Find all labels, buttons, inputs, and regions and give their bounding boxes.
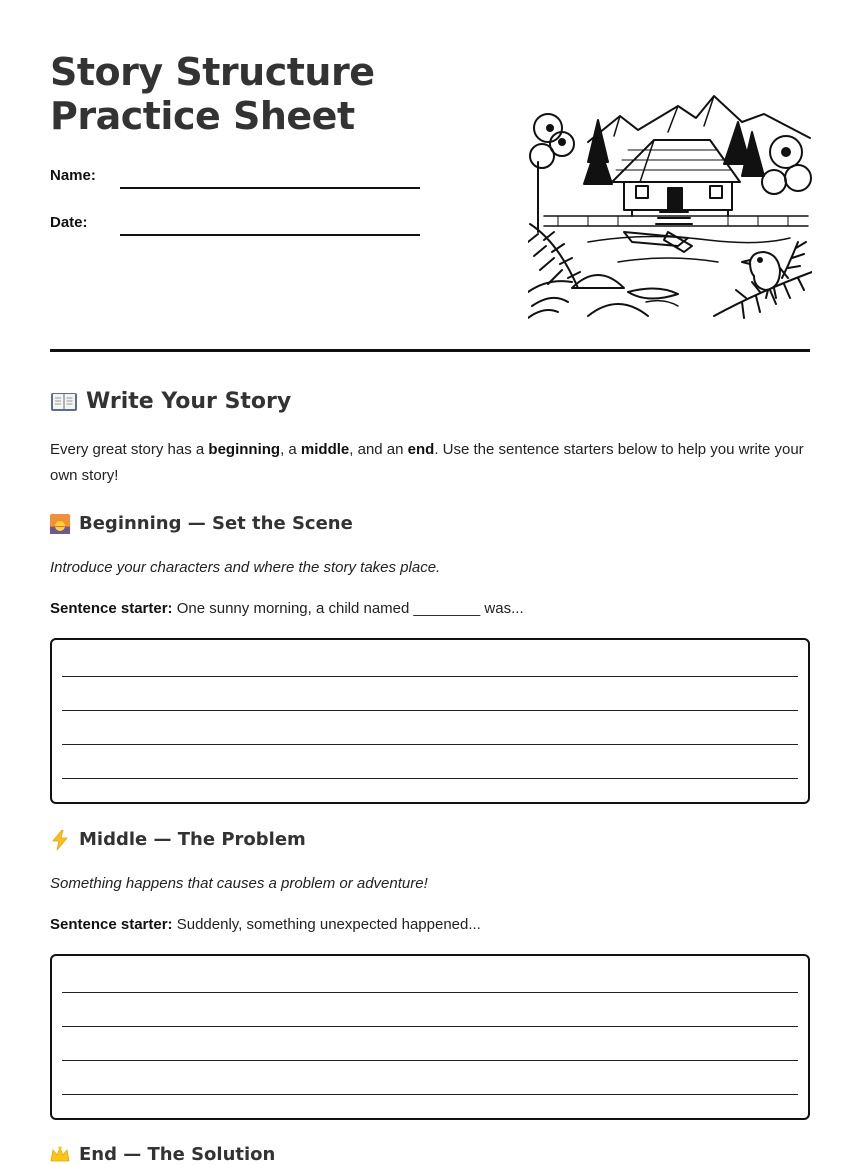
middle-writing-box[interactable]: [50, 954, 810, 1120]
writing-line[interactable]: [62, 1094, 798, 1095]
beginning-title: Beginning — Set the Scene: [79, 513, 353, 534]
lightning-icon: [50, 830, 70, 850]
writing-line[interactable]: [62, 676, 798, 677]
starter-label: Sentence starter:: [50, 600, 173, 617]
crown-icon: [50, 1145, 70, 1165]
beginning-writing-box[interactable]: [50, 638, 810, 804]
sunrise-icon: [50, 514, 70, 534]
middle-starter: [50, 916, 481, 933]
writing-line[interactable]: [62, 744, 798, 745]
write-your-story-heading: [50, 389, 291, 414]
open-book-icon: [50, 391, 78, 413]
writing-line[interactable]: [62, 1026, 798, 1027]
writing-line[interactable]: [62, 992, 798, 993]
intro-text: . Use the sentence starters below to help you write your own story!: [50, 441, 804, 484]
middle-prompt: Something happens that causes a problem or adventure!: [50, 875, 428, 892]
date-line[interactable]: [120, 234, 420, 236]
intro-text: , and an: [349, 441, 408, 458]
end-heading: [50, 1144, 275, 1165]
intro-end: end: [407, 441, 435, 458]
intro-beginning: beginning: [208, 441, 281, 458]
name-line[interactable]: [120, 187, 420, 189]
page-title: Story Structure Practice Sheet: [50, 50, 375, 138]
worksheet-header: [50, 0, 810, 352]
write-your-story-title: Write Your Story: [86, 389, 292, 414]
name-field[interactable]: [50, 161, 420, 189]
starter-label: Sentence starter:: [50, 916, 173, 933]
writing-line[interactable]: [62, 778, 798, 779]
intro-paragraph: [50, 437, 810, 489]
beginning-prompt: Introduce your characters and where the story takes place.: [50, 559, 441, 576]
middle-heading: [50, 829, 306, 850]
intro-middle: middle: [300, 441, 350, 458]
beginning-heading: [50, 513, 353, 534]
date-label: Date:: [50, 214, 88, 231]
beginning-starter: [50, 600, 524, 617]
date-field[interactable]: [50, 208, 420, 236]
intro-text: , a: [280, 441, 301, 458]
end-title: End — The Solution: [79, 1144, 276, 1165]
starter-text: Suddenly, something unexpected happened...: [172, 916, 481, 933]
middle-title: Middle — The Problem: [79, 829, 306, 850]
intro-text: Every great story has a: [50, 441, 209, 458]
writing-line[interactable]: [62, 710, 798, 711]
cabin-landscape-illustration: [528, 92, 812, 332]
worksheet-page: [50, 0, 810, 1165]
writing-line[interactable]: [62, 1060, 798, 1061]
starter-text: One sunny morning, a child named ________ was...: [172, 600, 524, 617]
name-label: Name:: [50, 167, 96, 184]
